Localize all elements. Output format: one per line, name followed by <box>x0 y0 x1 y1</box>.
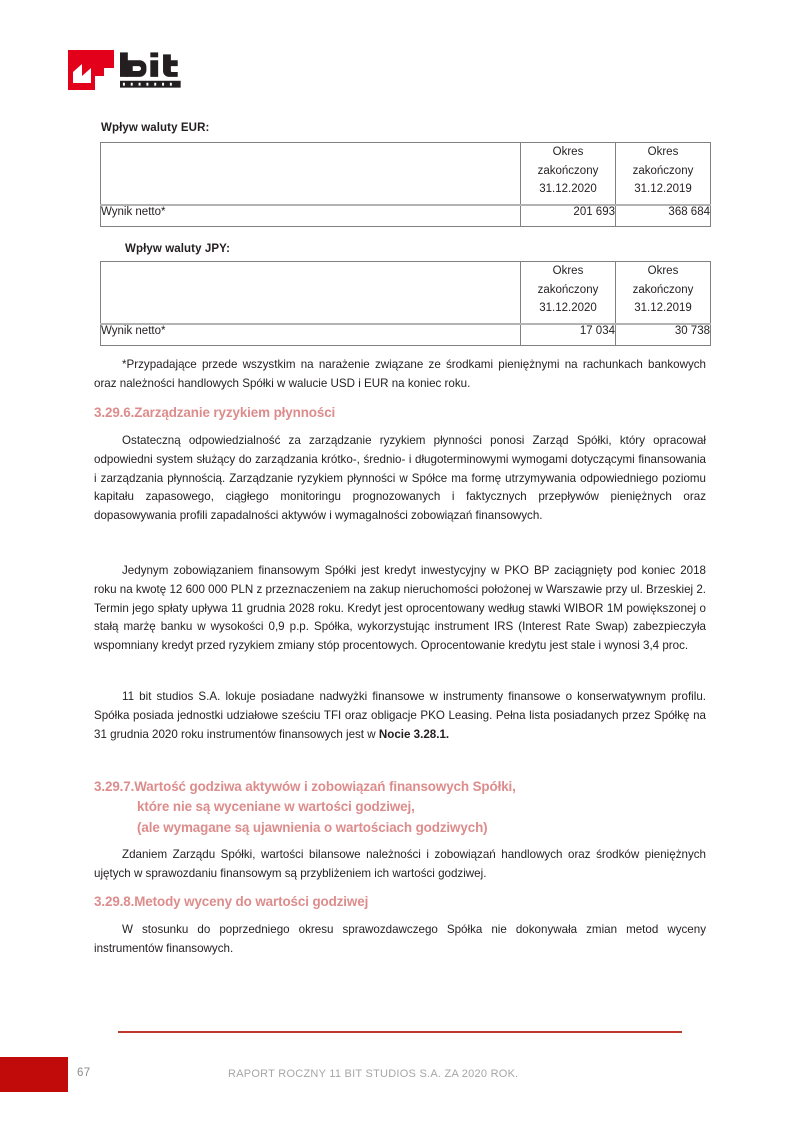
paragraph-liquidity-2 <box>94 562 706 656</box>
header-line-1: Okres <box>647 146 679 158</box>
table-header-row <box>101 143 711 205</box>
header-line-3: 31.12.2020 <box>539 183 597 196</box>
company-logo <box>68 50 248 98</box>
paragraph-valuation-methods <box>94 921 706 959</box>
header-cell-2020 <box>521 143 616 205</box>
page-number: 67 <box>77 1067 91 1079</box>
section-heading-3-29-7 <box>94 777 734 838</box>
currency-impact-table-jpy <box>100 261 711 346</box>
paragraph-text: Zdaniem Zarządu Spółki, wartości bilansowe należności i zobowiązań handlowych oraz środków pieniężnych ujętych w sprawozdaniu finansowym są przybliżeniem ich wartości godziwej. <box>94 848 706 880</box>
paragraph-liquidity-3 <box>94 688 706 744</box>
header-cell-2020 <box>521 262 616 324</box>
header-line-3: 31.12.2020 <box>539 302 597 315</box>
paragraph-text: Jedynym zobowiązaniem finansowym Spółki jest kredyt inwestycyjny w PKO BP zaciągnięty pod koniec 2018 roku na kwotę 12 600 000 PLN z przeznaczeniem na zakup nieruchomości położonej w Warszawie przy ul. Brzeskiej 2. Termin jego spłaty upływa 11 grudnia 2028 roku. Kredyt jest oprocentowany według stawki WIBOR 1M powiększonej o stałą marżę banku w wysokości 0,9 p.p. Spółka, wykorzystując instrument IRS (Interest Rate Swap) zabezpieczyła wspomniany kredyt przed ryzykiem zmiany stóp procentowych. Oprocentowanie kredytu jest stale i wynosi 3,4 proc. <box>94 564 706 653</box>
footer-divider <box>118 1031 682 1033</box>
row-value-2020: 201 693 <box>521 205 616 227</box>
header-line-1: Okres <box>552 265 584 277</box>
header-line-3: 31.12.2019 <box>634 302 692 315</box>
paragraph-text: W stosunku do poprzedniego okresu sprawozdawczego Spółka nie dokonywała zmian metod wyceny instrumentów finansowych. <box>94 923 706 955</box>
section-heading-3-29-6: 3.29.6.Zarządzanie ryzykiem płynności <box>94 405 336 420</box>
header-line-2: zakończony <box>537 164 599 177</box>
row-value-2020: 17 034 <box>521 324 616 346</box>
table-footnote <box>94 356 706 394</box>
header-cell-blank <box>101 262 521 324</box>
logo-mark-icon <box>68 50 114 90</box>
header-line-2: zakończony <box>537 283 599 296</box>
heading-line-1: 3.29.7.Wartość godziwa aktywów i zobowiązań finansowych Spółki, <box>94 779 516 794</box>
footer-report-title: RAPORT ROCZNY 11 BIT STUDIOS S.A. ZA 2020 ROK. <box>228 1068 519 1080</box>
header-line-2: zakończony <box>632 164 694 177</box>
table-caption-eur: Wpływ waluty EUR: <box>101 122 210 134</box>
note-reference: Nocie 3.28.1. <box>378 727 450 741</box>
header-line-1: Okres <box>552 146 584 158</box>
header-cell-2019 <box>616 143 711 205</box>
footnote-text: *Przypadające przede wszystkim na narażenie związane ze środkami pieniężnymi na rachunkach bankowych oraz należności handlowych Spółki w walucie USD i EUR na koniec roku. <box>94 358 706 390</box>
header-line-3: 31.12.2019 <box>634 183 692 196</box>
paragraph-text: 11 bit studios S.A. lokuje posiadane nadwyżki finansowe w instrumenty finansowe o konserwatywnym profilu. Spółka posiada jednostki udziałowe sześciu TFI oraz obligacje PKO Leasing. Pełna lista posiadanych przez Spółkę na 31 grudnia 2020 roku instrumentów finansowych jest w <box>94 690 706 741</box>
table-caption-jpy: Wpływ waluty JPY: <box>125 243 231 255</box>
table-header-row <box>101 262 711 324</box>
row-label: Wynik netto* <box>101 324 521 346</box>
currency-impact-table-eur <box>100 142 711 227</box>
logo-wordmark <box>120 52 210 90</box>
table-row <box>101 324 711 346</box>
row-value-2019: 368 684 <box>616 205 711 227</box>
header-line-1: Okres <box>647 265 679 277</box>
section-heading-3-29-8: 3.29.8.Metody wyceny do wartości godziwej <box>94 894 369 909</box>
header-cell-2019 <box>616 262 711 324</box>
row-label: Wynik netto* <box>101 205 521 227</box>
heading-line-2: które nie są wyceniane w wartości godziwej, <box>137 799 415 815</box>
header-line-2: zakończony <box>632 283 694 296</box>
row-value-2019: 30 738 <box>616 324 711 346</box>
paragraph-fair-value-1 <box>94 846 706 884</box>
table-row <box>101 205 711 227</box>
header-cell-blank <box>101 143 521 205</box>
footer-accent-block <box>0 1057 68 1092</box>
paragraph-liquidity-1 <box>94 432 706 526</box>
heading-line-3: (ale wymagane są ujawnienia o wartościach godziwych) <box>137 819 488 835</box>
paragraph-text: Ostateczną odpowiedzialność za zarządzanie ryzykiem płynności ponosi Zarząd Spółki, który opracował odpowiedni system służący do zarządzania krótko-, średnio- i długoterminowymi wymogami dotyczącymi finansowania i zarządzania płynnością. Zarządzanie ryzykiem płynności w Spółce ma formę utrzymywania odpowiedniego poziomu kapitału zapasowego, ciągłego monitoringu prognozowanych i faktycznych przepływów pieniężnych oraz dopasowywania profili zapadalności aktywów i wymagalności zobowiązań finansowych. <box>94 434 706 523</box>
